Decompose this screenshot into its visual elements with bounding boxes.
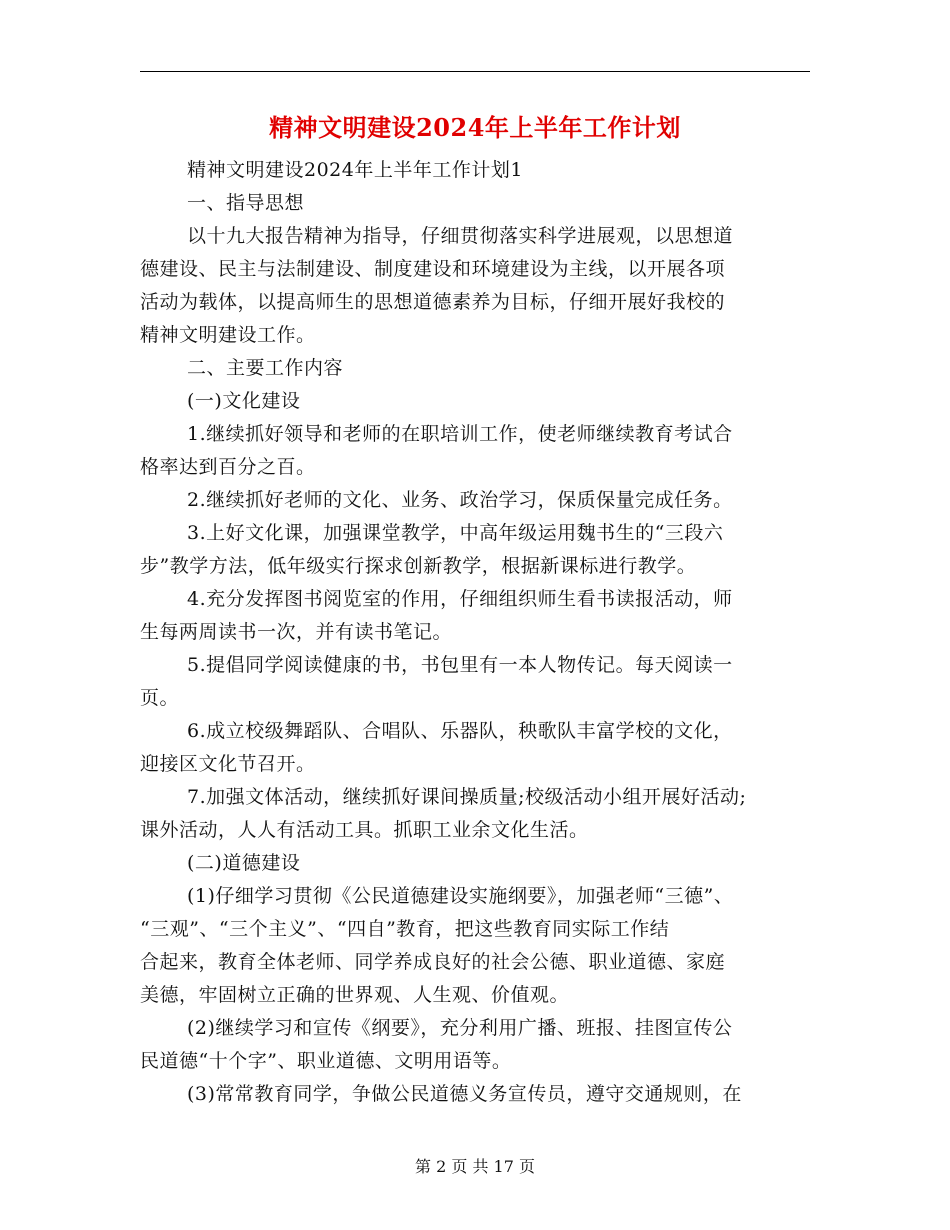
text-line: 二、主要工作内容 xyxy=(187,357,344,379)
text-line: 精神文明建设2024年上半年工作计划1 xyxy=(187,159,523,181)
text-line: 步”教学方法，低年级实行探求创新教学，根据新课标进行教学。 xyxy=(140,555,697,577)
text-line: (2)继续学习和宣传《纲要》，充分利用广播、班报、挂图宣传公 xyxy=(187,1017,733,1039)
text-line: 5.提倡同学阅读健康的书，书包里有一本人物传记。每天阅读一 xyxy=(187,654,733,676)
text-line: (一)文化建设 xyxy=(187,390,301,412)
text-line: 生每两周读书一次，并有读书笔记。 xyxy=(140,621,453,643)
document-title: 精神文明建设2024年上半年工作计划 xyxy=(269,113,681,142)
text-line: 格率达到百分之百。 xyxy=(140,456,316,478)
text-line: 精神文明建设工作。 xyxy=(140,324,316,346)
page-footer: 第 2 页 共 17 页 xyxy=(415,1157,535,1176)
text-line: 2.继续抓好老师的文化、业务、政治学习，保质保量完成任务。 xyxy=(187,489,733,511)
text-line: 美德，牢固树立正确的世界观、人生观、价值观。 xyxy=(140,984,570,1006)
text-line: (1)仔细学习贯彻《公民道德建设实施纲要》，加强老师“三德”、 xyxy=(187,885,734,907)
text-line: 合起来，教育全体老师、同学养成良好的社会公德、职业道德、家庭 xyxy=(140,951,726,973)
text-line: 德建设、民主与法制建设、制度建设和环境建设为主线，以开展各项 xyxy=(140,258,726,280)
text-line: (3)常常教育同学，争做公民道德义务宣传员，遵守交通规则，在 xyxy=(187,1083,742,1105)
text-line: (二)道德建设 xyxy=(187,852,301,874)
text-line: 活动为载体，以提高师生的思想道德素养为目标，仔细开展好我校的 xyxy=(140,291,726,313)
text-line: 一、指导思想 xyxy=(187,192,305,214)
text-line: 7.加强文体活动，继续抓好课间操质量;校级活动小组开展好活动; xyxy=(187,786,747,808)
text-line: 6.成立校级舞蹈队、合唱队、乐器队，秧歌队丰富学校的文化， xyxy=(187,720,733,742)
text-line: 4.充分发挥图书阅览室的作用，仔细组织师生看书读报活动，师 xyxy=(187,588,733,610)
text-line: 迎接区文化节召开。 xyxy=(140,753,316,775)
text-line: 民道德“十个字”、职业道德、文明用语等。 xyxy=(140,1050,512,1072)
text-line: 页。 xyxy=(140,687,180,709)
header-rule xyxy=(140,71,810,72)
text-line: 1.继续抓好领导和老师的在职培训工作，使老师继续教育考试合 xyxy=(187,423,733,445)
text-line: 课外活动，人人有活动工具。抓职工业余文化生活。 xyxy=(140,819,589,841)
text-line: 3.上好文化课，加强课堂教学，中高年级运用魏书生的“三段六 xyxy=(187,522,724,544)
text-line: “三观”、“三个主义”、“四自”教育，把这些教育同实际工作结 xyxy=(140,918,670,940)
text-line: 以十九大报告精神为指导，仔细贯彻落实科学进展观，以思想道 xyxy=(187,225,734,247)
